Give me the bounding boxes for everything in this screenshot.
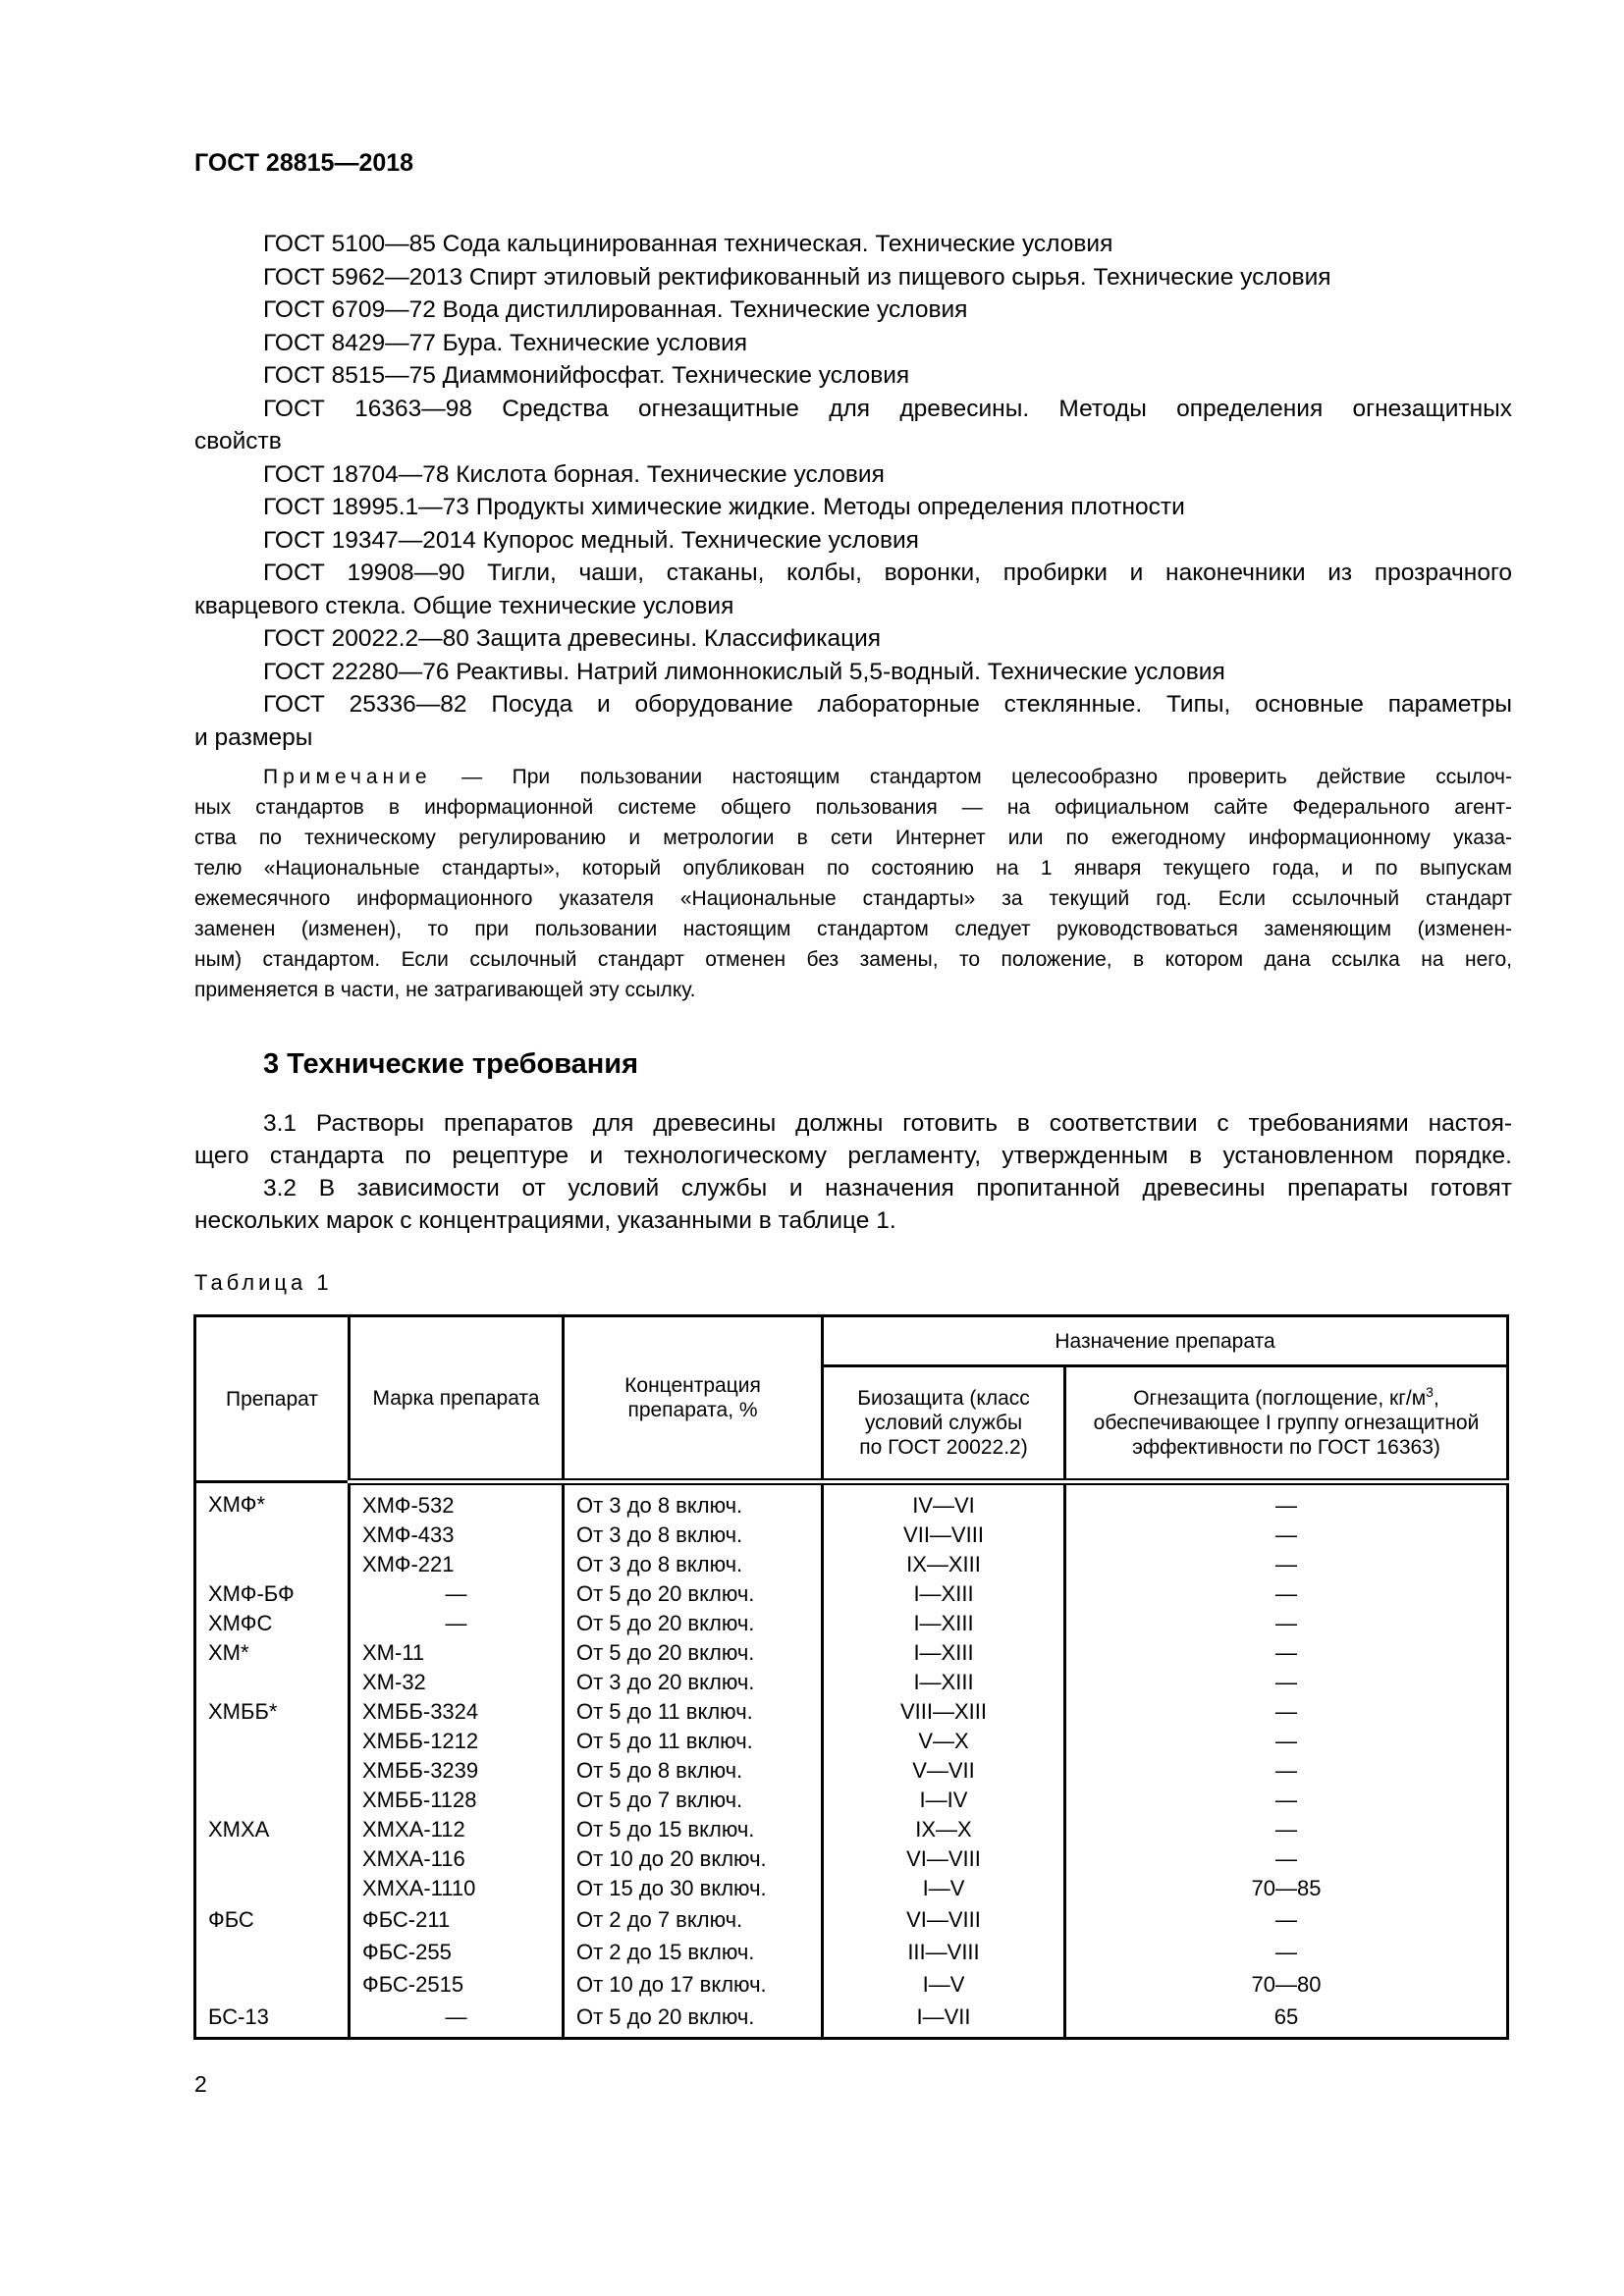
note-line: ежемесячного информационного указателя «Национальные стандарты» за текущий год. Если ссылочный стандарт — [194, 887, 1512, 910]
cell-fire: — — [1065, 1579, 1508, 1609]
note-line: ства по техническому регулированию и метрологии в сети Интернет или по ежегодному информационному указа- — [194, 827, 1512, 849]
cell-fire: — — [1065, 1786, 1508, 1815]
reference-item-cont: и размеры — [194, 723, 313, 751]
cell-preparation — [195, 1668, 350, 1697]
cell-preparation: ХМ* — [195, 1638, 350, 1668]
reference-item-cont: кварцевого стекла. Общие технические условия — [194, 592, 734, 619]
cell-preparation: ХМФ-БФ — [195, 1579, 350, 1609]
reference-item: ГОСТ 19347—2014 Купорос медный. Технические условия — [263, 526, 919, 554]
table-row — [195, 1521, 1508, 1550]
cell-bio: I—V — [823, 1874, 1065, 1903]
table-row — [195, 1786, 1508, 1815]
cell-brand: ХМФ-433 — [350, 1521, 564, 1550]
cell-fire: — — [1065, 1844, 1508, 1874]
table-row — [195, 1815, 1508, 1844]
cell-preparation: ХМББ* — [195, 1697, 350, 1727]
cell-preparation — [195, 1521, 350, 1550]
cell-bio: III—VIII — [823, 1936, 1065, 1968]
cell-preparation: ХМФС — [195, 1609, 350, 1638]
paragraph-3-2-cont: нескольких марок с концентрациями, указанными в таблице 1. — [194, 1207, 896, 1234]
note-label: Примечание — [263, 766, 432, 788]
cell-bio: I—XIII — [823, 1668, 1065, 1697]
reference-item: ГОСТ 18704—78 Кислота борная. Технические условия — [263, 460, 885, 488]
reference-item: ГОСТ 19908—90 Тигли, чаши, стаканы, колбы, воронки, пробирки и наконечники из прозрачного — [263, 560, 1512, 586]
cell-fire: 70—80 — [1065, 1968, 1508, 2001]
reference-item: ГОСТ 6709—72 Вода дистиллированная. Технические условия — [263, 296, 968, 323]
col-header-fire: Огнезащита (поглощение, $кг/м^3$, обеспечивающее I группу огнезащитной эффективности по ГОСТ 16363) — [1065, 1366, 1508, 1482]
table-row — [195, 1579, 1508, 1609]
cell-brand: ХМФ-532 — [350, 1482, 564, 1522]
cell-bio: VIII—XIII — [823, 1697, 1065, 1727]
paragraph-3-2: 3.2 В зависимости от условий службы и назначения пропитанной древесины препараты готовят — [263, 1175, 1512, 1201]
cell-fire: — — [1065, 1936, 1508, 1968]
cell-fire: — — [1065, 1638, 1508, 1668]
col-header-concentration: Концентрация препарата, % — [564, 1316, 823, 1482]
cell-bio: I—V — [823, 1968, 1065, 2001]
cell-brand: ХМББ-3324 — [350, 1697, 564, 1727]
cell-brand: ХМХА-1110 — [350, 1874, 564, 1903]
cell-brand: ХМ-11 — [350, 1638, 564, 1668]
note-line: применяется в части, не затрагивающей эту ссылку. — [194, 979, 696, 1001]
cell-preparation — [195, 1874, 350, 1903]
cell-bio: I—XIII — [823, 1609, 1065, 1638]
table-row — [195, 1638, 1508, 1668]
table-row — [195, 1697, 1508, 1727]
table-row — [195, 1609, 1508, 1638]
cell-concentration: От 5 до 20 включ. — [564, 2001, 823, 2039]
reference-item: ГОСТ 5962—2013 Спирт этиловый ректификованный из пищевого сырья. Технические условия — [263, 263, 1331, 291]
cell-concentration: От 10 до 17 включ. — [564, 1968, 823, 2001]
col-header-preparation: Препарат — [195, 1316, 350, 1482]
paragraph-3-1-cont: щего стандарта по рецептуре и технологическому регламенту, утвержденным в установленном порядке. — [194, 1143, 1512, 1169]
cell-concentration: От 3 до 8 включ. — [564, 1550, 823, 1579]
cell-bio: I—XIII — [823, 1579, 1065, 1609]
note-line: ных стандартов в информационной системе общего пользования — на официальном сайте Федерального агент- — [194, 796, 1512, 819]
cell-preparation — [195, 1727, 350, 1756]
cell-brand: — — [350, 1609, 564, 1638]
cell-brand: ФБС-211 — [350, 1903, 564, 1936]
cell-brand: ХМББ-1212 — [350, 1727, 564, 1756]
reference-item: ГОСТ 8515—75 Диаммонийфосфат. Технические условия — [263, 362, 910, 389]
cell-brand: ХМФ-221 — [350, 1550, 564, 1579]
cell-preparation — [195, 1936, 350, 1968]
cell-bio: VII—VIII — [823, 1521, 1065, 1550]
document-header: ГОСТ 28815—2018 — [194, 149, 414, 177]
cell-brand: ХМХА-116 — [350, 1844, 564, 1874]
cell-bio: V—X — [823, 1727, 1065, 1756]
cell-fire: — — [1065, 1550, 1508, 1579]
cell-concentration: От 3 до 20 включ. — [564, 1668, 823, 1697]
cell-brand: ХМХА-112 — [350, 1815, 564, 1844]
cell-preparation — [195, 1844, 350, 1874]
cell-concentration: От 5 до 20 включ. — [564, 1579, 823, 1609]
cell-preparation: ХМФ* — [195, 1482, 350, 1522]
cell-bio: V—VII — [823, 1756, 1065, 1786]
cell-bio: IX—XIII — [823, 1550, 1065, 1579]
note-line: Примечание — При пользовании настоящим стандартом целесообразно проверить действие ссылоч- — [263, 766, 1512, 788]
cell-fire: — — [1065, 1727, 1508, 1756]
cell-brand: ФБС-255 — [350, 1936, 564, 1968]
reference-item: ГОСТ 5100—85 Сода кальцинированная техническая. Технические условия — [263, 231, 1113, 257]
reference-item: ГОСТ 25336—82 Посуда и оборудование лабораторные стеклянные. Типы, основные параметры — [263, 691, 1512, 718]
reference-item-cont: свойств — [194, 428, 282, 454]
note-line: ным) стандартом. Если ссылочный стандарт отменен без замены, то положение, в котором дана ссылка на него, — [194, 948, 1512, 971]
cell-preparation: БС-13 — [195, 2001, 350, 2039]
cell-fire: — — [1065, 1609, 1508, 1638]
cell-brand: — — [350, 2001, 564, 2039]
cell-brand: ХМ-32 — [350, 1668, 564, 1697]
page-number: 2 — [194, 2071, 207, 2097]
cell-fire: — — [1065, 1482, 1508, 1522]
table-row — [195, 1968, 1508, 2001]
cell-concentration: От 5 до 15 включ. — [564, 1815, 823, 1844]
note-line: заменен (изменен), то при пользовании настоящим стандартом следует руководствоваться заменяющим (изменен- — [194, 918, 1512, 940]
table-row — [195, 1874, 1508, 1903]
cell-fire: — — [1065, 1521, 1508, 1550]
cell-fire: — — [1065, 1756, 1508, 1786]
cell-fire: — — [1065, 1697, 1508, 1727]
cell-concentration: От 10 до 20 включ. — [564, 1844, 823, 1874]
cell-bio: VI—VIII — [823, 1903, 1065, 1936]
cell-concentration: От 2 до 15 включ. — [564, 1936, 823, 1968]
cell-concentration: От 5 до 20 включ. — [564, 1638, 823, 1668]
cell-fire: 70—85 — [1065, 1874, 1508, 1903]
col-header-purpose: Назначение препарата — [823, 1316, 1508, 1366]
table-row — [195, 1756, 1508, 1786]
cell-concentration: От 5 до 8 включ. — [564, 1756, 823, 1786]
reference-item: ГОСТ 22280—76 Реактивы. Натрий лимоннокислый 5,5-водный. Технические условия — [263, 658, 1225, 685]
cell-bio: IV—VI — [823, 1482, 1065, 1522]
table-row — [195, 1482, 1508, 1522]
cell-concentration: От 5 до 20 включ. — [564, 1609, 823, 1638]
cell-bio: VI—VIII — [823, 1844, 1065, 1874]
cell-preparation: ХМХА — [195, 1815, 350, 1844]
table-row — [195, 1844, 1508, 1874]
table-row — [195, 2001, 1508, 2039]
table-row — [195, 1550, 1508, 1579]
reference-item: ГОСТ 18995.1—73 Продукты химические жидкие. Методы определения плотности — [263, 494, 1185, 520]
cell-preparation: ФБС — [195, 1903, 350, 1936]
cell-concentration: От 3 до 8 включ. — [564, 1521, 823, 1550]
cell-preparation — [195, 1786, 350, 1815]
cell-concentration: От 5 до 11 включ. — [564, 1697, 823, 1727]
cell-fire: — — [1065, 1668, 1508, 1697]
section-paragraphs — [194, 1107, 1512, 1237]
reference-item: ГОСТ 16363—98 Средства огнезащитные для древесины. Методы определения огнезащитных — [263, 395, 1512, 422]
table-row — [195, 1727, 1508, 1756]
col-header-bio: Биозащита (класс условий службы по ГОСТ 20022.2) — [823, 1366, 1065, 1482]
cell-preparation — [195, 1756, 350, 1786]
cell-brand: ХМББ-3239 — [350, 1756, 564, 1786]
cell-fire: — — [1065, 1903, 1508, 1936]
table-row — [195, 1668, 1508, 1697]
cell-bio: I—XIII — [823, 1638, 1065, 1668]
cell-bio: I—IV — [823, 1786, 1065, 1815]
table-row — [195, 1903, 1508, 1936]
cell-brand: ХМББ-1128 — [350, 1786, 564, 1815]
cell-fire: 65 — [1065, 2001, 1508, 2039]
table-caption: Таблица 1 — [194, 1270, 333, 1295]
reference-item: ГОСТ 20022.2—80 Защита древесины. Классификация — [263, 625, 882, 652]
cell-bio: IX—X — [823, 1815, 1065, 1844]
cell-concentration: От 5 до 11 включ. — [564, 1727, 823, 1756]
table-row — [195, 1936, 1508, 1968]
note-line: телю «Национальные стандарты», который опубликован по состоянию на 1 января текущего года, и по выпускам — [194, 857, 1512, 880]
paragraph-3-1: 3.1 Растворы препаратов для древесины должны готовить в соответствии с требованиями настоя- — [263, 1110, 1512, 1137]
cell-brand: — — [350, 1579, 564, 1609]
cell-bio: I—VII — [823, 2001, 1065, 2039]
cell-concentration: От 3 до 8 включ. — [564, 1482, 823, 1522]
references-list — [194, 228, 1512, 754]
cell-brand: ФБС-2515 — [350, 1968, 564, 2001]
cell-preparation — [195, 1550, 350, 1579]
section-title: 3 Технические требования — [263, 1048, 639, 1080]
cell-concentration: От 2 до 7 включ. — [564, 1903, 823, 1936]
cell-concentration: От 5 до 7 включ. — [564, 1786, 823, 1815]
cell-fire: — — [1065, 1815, 1508, 1844]
reference-item: ГОСТ 8429—77 Бура. Технические условия — [263, 329, 748, 356]
cell-concentration: От 15 до 30 включ. — [564, 1874, 823, 1903]
note-block — [194, 762, 1512, 1005]
cell-preparation — [195, 1968, 350, 2001]
col-header-brand: Марка препарата — [350, 1316, 564, 1482]
table-1 — [193, 1314, 1509, 2040]
